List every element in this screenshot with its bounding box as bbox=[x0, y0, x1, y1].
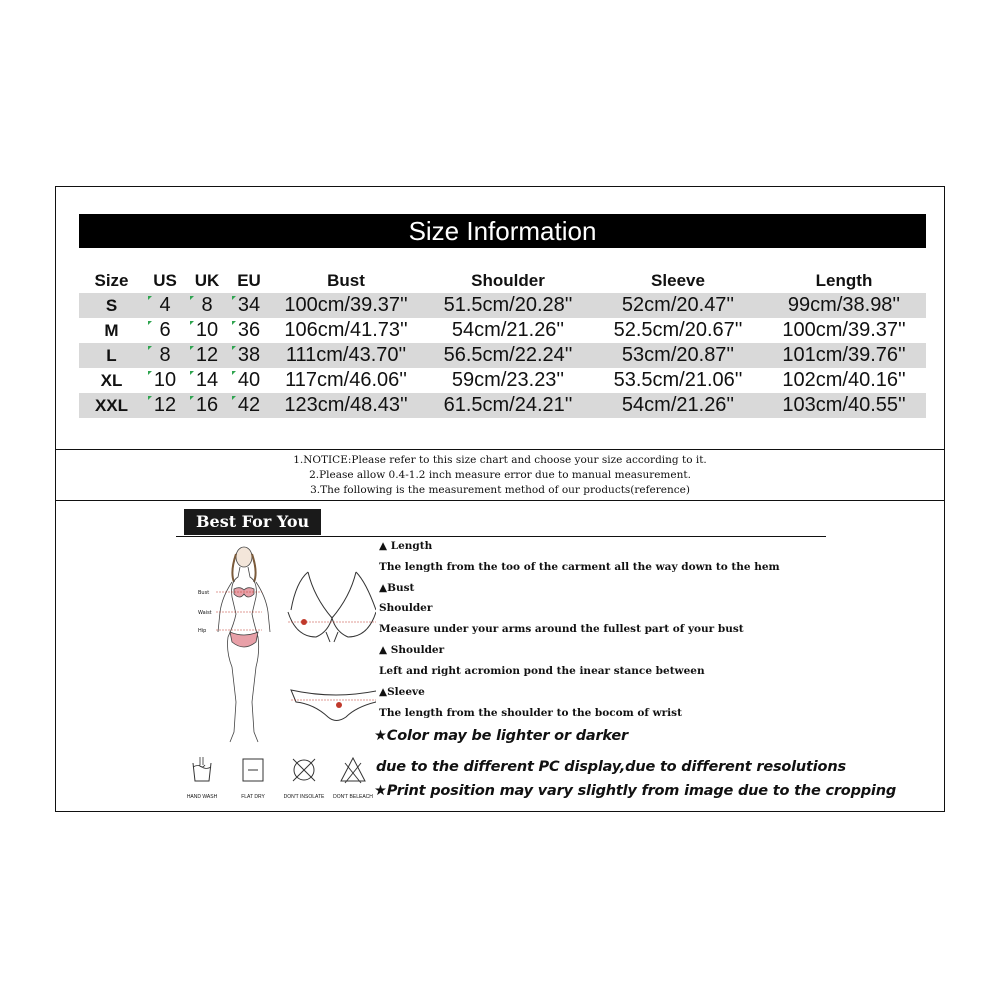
cell-length: 100cm/39.37'' bbox=[782, 319, 906, 341]
dont-bleach-label: DON'T BELEACH bbox=[333, 794, 373, 800]
cell-uk: 8 bbox=[186, 293, 228, 318]
dont-insolate-icon bbox=[290, 755, 318, 785]
cell-length: 99cm/38.98'' bbox=[762, 293, 926, 318]
cell-length: 102cm/40.16'' bbox=[782, 369, 906, 391]
bust-heading: ▲Bust bbox=[379, 582, 415, 594]
cell-eu: 36 bbox=[228, 318, 270, 343]
print-note: ★Print position may vary slightly from image due to the cropping bbox=[374, 783, 896, 799]
hand-wash-icon bbox=[190, 755, 214, 785]
cell-us: 10 bbox=[144, 368, 186, 393]
cell-shoulder: 61.5cm/24.21'' bbox=[422, 393, 594, 418]
cell-eu: 38 bbox=[228, 343, 270, 368]
length-heading: ▲ Length bbox=[379, 540, 433, 552]
cell-us: 6 bbox=[144, 318, 186, 343]
cell-size: M bbox=[104, 320, 119, 340]
size-info-title: Size Information bbox=[79, 214, 926, 248]
cell-size: L bbox=[79, 343, 144, 368]
notice-line-3: 3.The following is the measurement method of our products(reference) bbox=[310, 484, 690, 496]
display-note: due to the different PC display,due to different resolutions bbox=[376, 759, 846, 775]
size-chart-frame bbox=[55, 186, 945, 812]
shoulder-text: Left and right acromion pond the inear stance between bbox=[379, 665, 705, 677]
header-bust: Bust bbox=[327, 271, 365, 290]
sleeve-text: The length from the shoulder to the bocom of wrist bbox=[379, 707, 682, 719]
best-for-you-rule bbox=[176, 536, 826, 537]
dont-bleach-icon bbox=[339, 755, 367, 785]
shoulder-heading: ▲ Shoulder bbox=[379, 644, 445, 656]
cell-eu: 34 bbox=[228, 293, 270, 318]
cell-sleeve: 54cm/21.26'' bbox=[594, 393, 762, 418]
sleeve-heading: ▲Sleeve bbox=[379, 686, 425, 698]
notice-line-1: 1.NOTICE:Please refer to this size chart and choose your size according to it. bbox=[293, 454, 707, 466]
table-header-row bbox=[79, 269, 926, 293]
cell-us: 8 bbox=[144, 343, 186, 368]
model-figure-illustration bbox=[196, 542, 376, 747]
cell-eu: 40 bbox=[228, 368, 270, 393]
cell-size: XL bbox=[100, 370, 123, 390]
section-divider bbox=[56, 500, 944, 501]
hand-wash-label: HAND WASH bbox=[186, 794, 218, 800]
cell-uk: 14 bbox=[186, 368, 228, 393]
cell-uk: 10 bbox=[186, 318, 228, 343]
cell-bust: 100cm/39.37'' bbox=[270, 293, 422, 318]
flat-dry-label: FLAT DRY bbox=[241, 794, 265, 800]
bust-subheading: Shoulder bbox=[379, 602, 433, 614]
cell-us: 12 bbox=[144, 393, 186, 418]
cell-shoulder: 54cm/21.26'' bbox=[451, 319, 565, 341]
flat-dry-icon bbox=[241, 755, 265, 785]
cell-shoulder: 59cm/23.23'' bbox=[451, 369, 565, 391]
care-dont-bleach bbox=[324, 755, 382, 800]
cell-bust: 123cm/48.43'' bbox=[270, 393, 422, 418]
dont-insolate-label: DON'T INSOLATE bbox=[283, 794, 325, 800]
cell-size: XXL bbox=[79, 393, 144, 418]
header-uk: UK bbox=[194, 271, 220, 290]
color-note: ★Color may be lighter or darker bbox=[374, 728, 628, 744]
header-length: Length bbox=[815, 271, 873, 290]
figure-label-waist: Waist bbox=[198, 610, 212, 616]
table-row bbox=[79, 393, 926, 418]
figure-label-bust: Bust bbox=[198, 590, 210, 596]
cell-shoulder: 51.5cm/20.28'' bbox=[422, 293, 594, 318]
cell-bust: 117cm/46.06'' bbox=[285, 369, 407, 391]
best-for-you-label: Best For You bbox=[184, 509, 321, 535]
cell-sleeve: 53cm/20.87'' bbox=[594, 343, 762, 368]
table-row bbox=[79, 293, 926, 318]
notice-block bbox=[56, 453, 944, 498]
cell-sleeve: 52cm/20.47'' bbox=[594, 293, 762, 318]
cell-sleeve: 53.5cm/21.06'' bbox=[613, 369, 743, 391]
table-row bbox=[79, 368, 926, 393]
figure-label-hip: Hip bbox=[198, 628, 207, 634]
section-divider bbox=[56, 449, 944, 450]
cell-shoulder: 56.5cm/22.24'' bbox=[422, 343, 594, 368]
table-row bbox=[79, 343, 926, 368]
cell-size: S bbox=[79, 293, 144, 318]
bust-text: Measure under your arms around the fullest part of your bust bbox=[379, 623, 744, 635]
size-table bbox=[79, 269, 926, 418]
header-shoulder: Shoulder bbox=[471, 271, 545, 290]
header-sleeve: Sleeve bbox=[651, 271, 705, 290]
notice-line-2: 2.Please allow 0.4-1.2 inch measure error due to manual measurement. bbox=[309, 469, 691, 481]
cell-eu: 42 bbox=[228, 393, 270, 418]
length-text: The length from the too of the carment all the way down to the hem bbox=[379, 561, 780, 573]
care-flat-dry bbox=[224, 755, 282, 800]
table-row bbox=[79, 318, 926, 343]
cell-bust: 111cm/43.70'' bbox=[270, 343, 422, 368]
header-eu: EU bbox=[237, 271, 261, 290]
cell-uk: 12 bbox=[186, 343, 228, 368]
cell-length: 103cm/40.55'' bbox=[762, 393, 926, 418]
header-size: Size bbox=[94, 271, 129, 290]
care-hand-wash bbox=[173, 755, 231, 800]
cell-us: 4 bbox=[144, 293, 186, 318]
cell-uk: 16 bbox=[186, 393, 228, 418]
cell-sleeve: 52.5cm/20.67'' bbox=[613, 319, 743, 341]
header-us: US bbox=[153, 271, 177, 290]
cell-bust: 106cm/41.73'' bbox=[284, 319, 408, 341]
cell-length: 101cm/39.76'' bbox=[762, 343, 926, 368]
